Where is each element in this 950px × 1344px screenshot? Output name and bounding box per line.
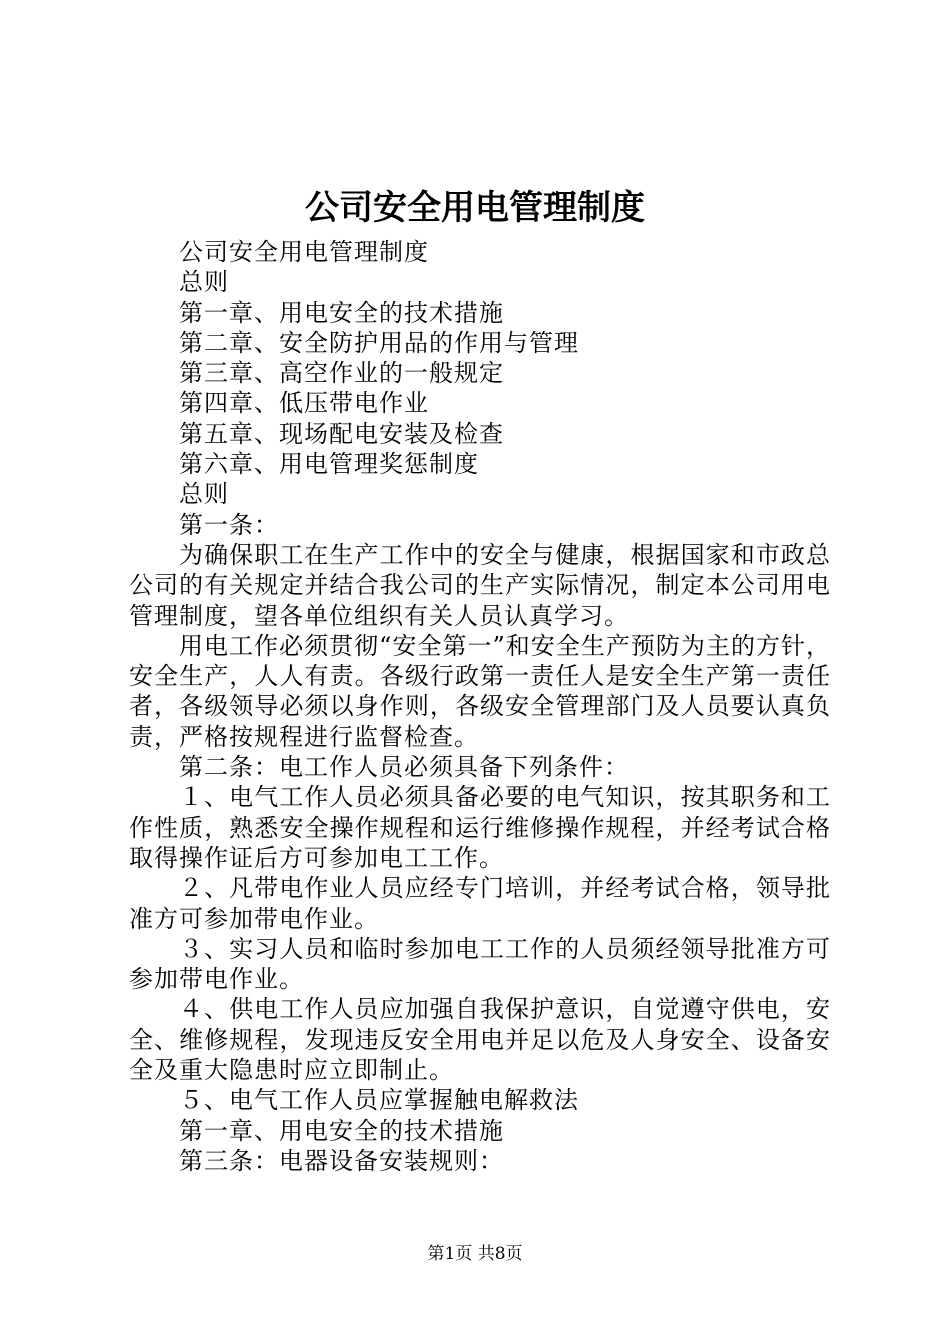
paragraph: ５、电气工作人员应掌握触电解救法 <box>179 1086 579 1115</box>
page-title: 公司安全用电管理制度 <box>305 188 645 228</box>
paragraph: 第三条：电器设备安装规则： <box>179 1146 504 1175</box>
paragraph: ４、供电工作人员应加强自我保护意识，自觉遵守供电，安全、维修规程，发现违反安全用电并足以危及人身安全、设备安全及重大隐患时应立即制止。 <box>129 995 831 1085</box>
paragraph: 第二章、安全防护用品的作用与管理 <box>179 328 579 357</box>
paragraph: 第三章、高空作业的一般规定 <box>179 359 504 388</box>
page-footer: 第1页 共8页 <box>427 1244 523 1264</box>
paragraph: ２、凡带电作业人员应经专门培训，并经考试合格，领导批准方可参加带电作业。 <box>129 874 831 933</box>
paragraph: 第二条：电工作人员必须具备下列条件： <box>179 753 629 782</box>
paragraph: 第一章、用电安全的技术措施 <box>179 298 504 327</box>
paragraph: 总则 <box>179 268 229 297</box>
paragraph: 第五章、现场配电安装及检查 <box>179 419 504 448</box>
paragraph: 公司安全用电管理制度 <box>179 238 429 266</box>
paragraph: 第四章、低压带电作业 <box>179 389 429 418</box>
paragraph: 为确保职工在生产工作中的安全与健康，根据国家和市政总公司的有关规定并结合我公司的生产实际情况，制定本公司用电管理制度，望各单位组织有关人员认真学习。 <box>129 540 831 630</box>
paragraph: １、电气工作人员必须具备必要的电气知识，按其职务和工作性质，熟悉安全操作规程和运行维修操作规程，并经考试合格取得操作证后方可参加电工工作。 <box>129 783 831 872</box>
paragraph: 第一条： <box>179 510 279 539</box>
paragraph: ３、实习人员和临时参加电工工作的人员须经领导批准方可参加带电作业。 <box>129 934 831 994</box>
paragraph: 第六章、用电管理奖惩制度 <box>179 450 479 479</box>
paragraph: 第一章、用电安全的技术措施 <box>179 1116 504 1145</box>
paragraph: 总则 <box>179 480 229 509</box>
document-body <box>129 237 831 1176</box>
paragraph: 用电工作必须贯彻“安全第一”和安全生产预防为主的方针，安全生产，人人有责。各级行政第一责任人是安全生产第一责任者，各级领导必须以身作则，各级安全管理部门及人员要认真负责，严格按规程进行监督检查。 <box>129 631 831 751</box>
